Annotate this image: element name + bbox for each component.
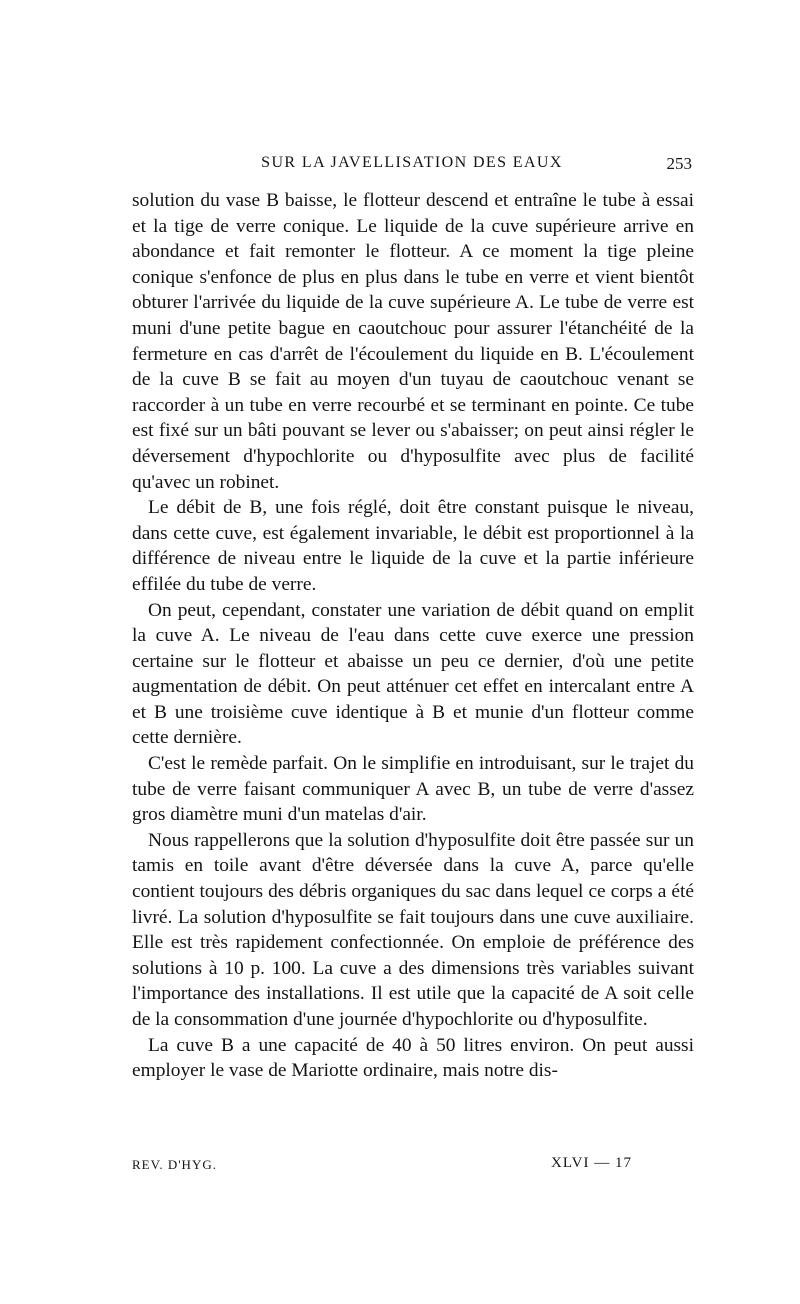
running-head <box>132 150 692 180</box>
body-text <box>132 188 694 1084</box>
running-title: SUR LA JAVELLISATION DES EAUX <box>261 154 563 171</box>
journal-abbreviation: REV. D'HYG. <box>132 1157 217 1172</box>
paragraph: C'est le remède parfait. On le simplifie en introduisant, sur le trajet du tube de verre faisant communiquer A avec B, un tube de verre d'assez gros diamètre muni d'un matelas d'air. <box>132 753 694 826</box>
page-number: 253 <box>666 154 692 173</box>
signature-mark: XLVI — 17 <box>551 1155 632 1171</box>
paragraph: La cuve B a une capacité de 40 à 50 litres environ. On peut aussi employer le vase de Mariotte ordinaire, mais notre dis- <box>132 1034 694 1082</box>
paragraph: On peut, cependant, constater une variation de débit quand on emplit la cuve A. Le niveau de l'eau dans cette cuve exerce une pression certaine sur le flotteur et abaisse un peu ce dernier, d'où une petite augmentation de débit. On peut atténuer cet effet en intercalant entre A et B une troisième cuve identique à B et munie d'un flotteur comme cette dernière. <box>132 599 694 749</box>
paragraph: Nous rappellerons que la solution d'hyposulfite doit être passée sur un tamis en toile avant d'être déversée dans la cuve A, parce qu'elle contient toujours des débris organiques du sac dans lequel ce corps a été livré. La solution d'hyposulfite se fait toujours dans une cuve auxiliaire. Elle est très rapidement confectionnée. On emploie de préférence des solutions à 10 p. 100. La cuve a des dimensions très variables suivant l'importance des installations. Il est utile que la capacité de A soit celle de la consommation d'une journée d'hypochlorite ou d'hyposulfite. <box>132 829 694 1030</box>
page-footer <box>132 1153 694 1177</box>
paragraph: Le débit de B, une fois réglé, doit être constant puisque le niveau, dans cette cuve, est également invariable, le débit est proportionnel à la différence de niveau entre le liquide de la cuve et la partie inférieure effilée du tube de verre. <box>132 497 694 595</box>
paragraph: solution du vase B baisse, le flotteur descend et entraîne le tube à essai et la tige de verre conique. Le liquide de la cuve supérieure arrive en abondance et fait remonter le flotteur. A ce moment la tige pleine conique s'enfonce de plus en plus dans le tube en verre et vient bientôt obturer l'arrivée du liquide de la cuve supérieure A. Le tube de verre est muni d'une petite bague en caoutchouc pour assurer l'étanchéité de la fermeture en cas d'arrêt de l'écoulement du liquide en B. L'écoulement de la cuve B se fait au moyen d'un tuyau de caoutchouc venant se raccorder à un tube en verre recourbé et se terminant en pointe. Ce tube est fixé sur un bâti pouvant se lever ou s'abaisser; on peut ainsi régler le déversement d'hypochlorite ou d'hyposulfite avec plus de facilité qu'avec un robinet. <box>132 190 694 493</box>
